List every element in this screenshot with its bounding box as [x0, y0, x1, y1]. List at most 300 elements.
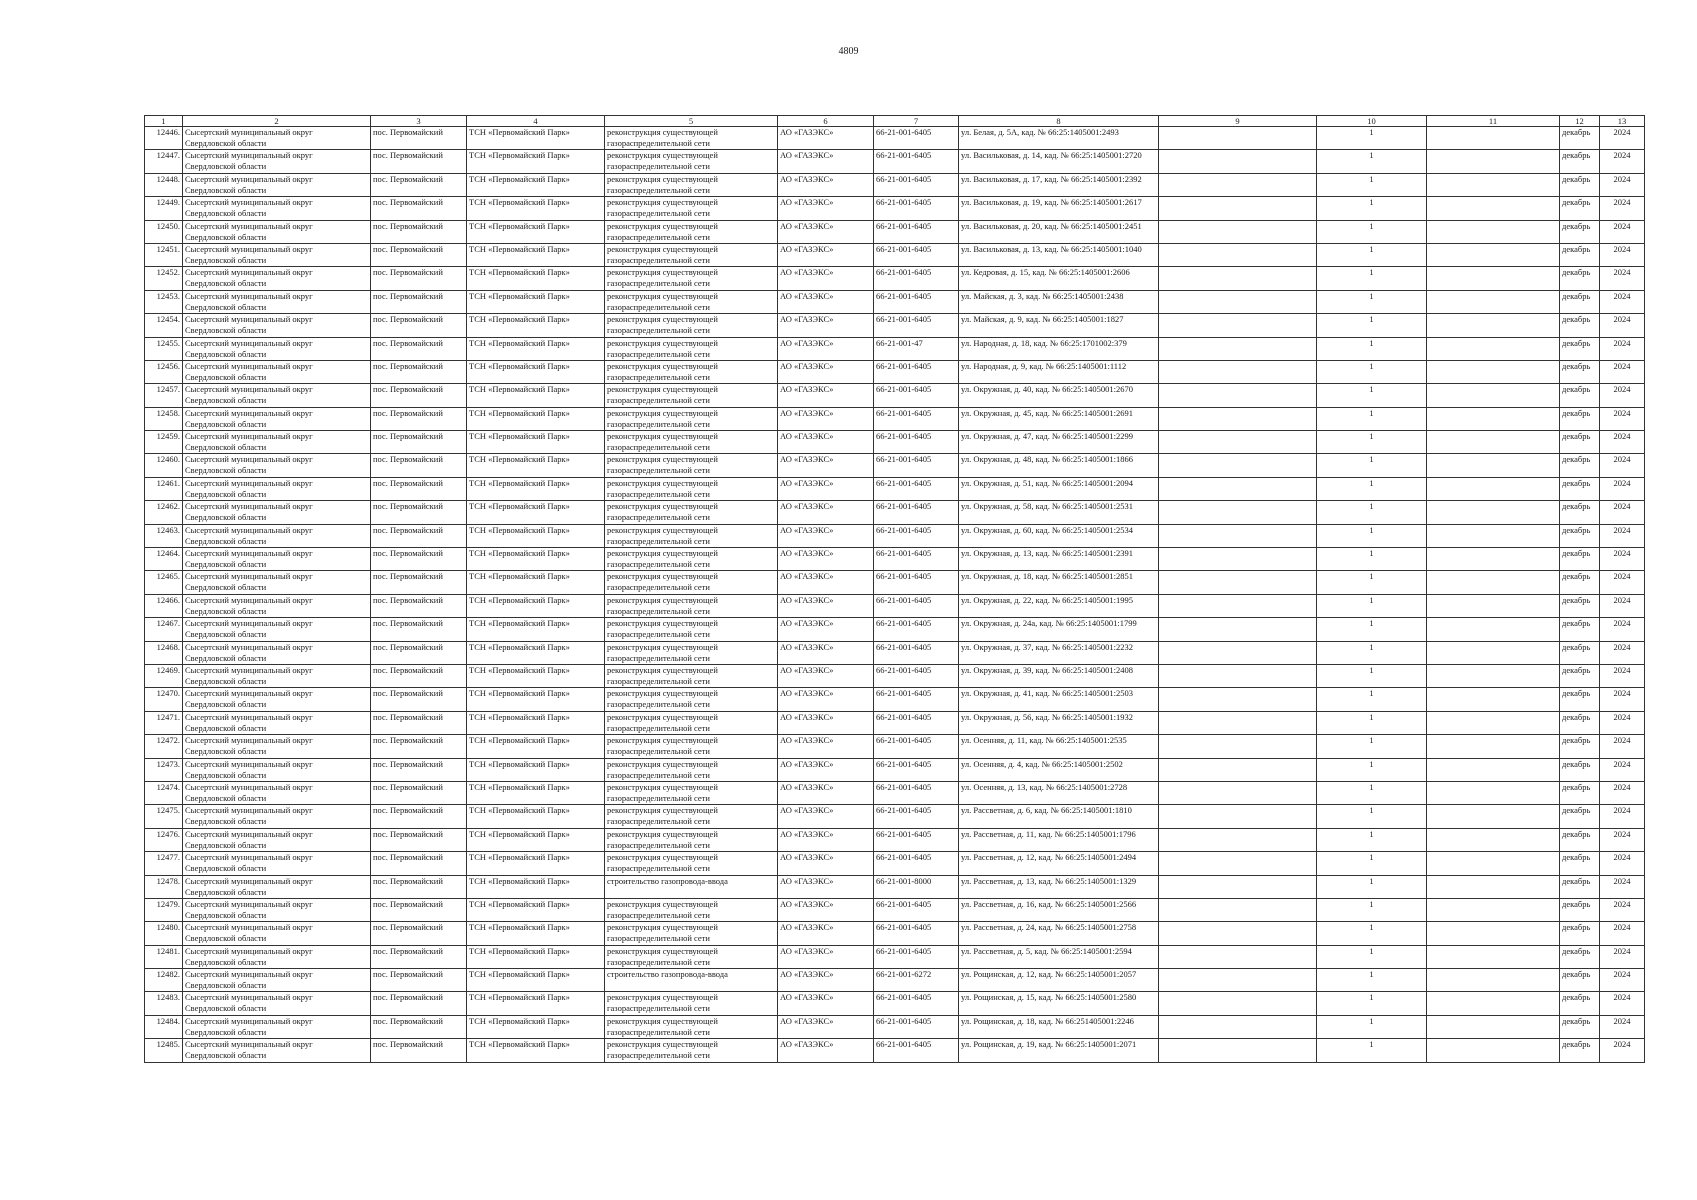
column-11-cell	[1427, 1039, 1560, 1062]
quantity-cell: 1	[1317, 641, 1427, 664]
quantity-cell: 1	[1317, 548, 1427, 571]
table-row	[145, 922, 1645, 945]
work-type-cell-line-1: реконструкция существующей	[607, 618, 718, 629]
municipality-cell-line-2: Свердловской области	[185, 535, 267, 546]
year-cell: 2024	[1600, 477, 1645, 500]
address-cell: ул. Майская, д. 9, кад. № 66:25:1405001:1827	[959, 314, 1159, 337]
table-row	[145, 548, 1645, 571]
operator-cell: АО «ГАЗЭКС»	[778, 290, 874, 313]
organization-cell: ТСН «Первомайский Парк»	[467, 173, 605, 196]
row-number: 12464.	[145, 548, 183, 571]
municipality-cell-line-2: Свердловской области	[185, 161, 267, 172]
work-type-cell-line-1: реконструкция существующей	[607, 150, 718, 161]
month-cell: декабрь	[1560, 314, 1600, 337]
work-type-cell	[605, 1039, 778, 1062]
row-number: 12459.	[145, 431, 183, 454]
year-cell: 2024	[1600, 267, 1645, 290]
column-11-cell	[1427, 314, 1560, 337]
network-number-cell: 66-21-001-6405	[874, 477, 959, 500]
header-row	[145, 116, 1645, 127]
organization-cell: ТСН «Первомайский Парк»	[467, 454, 605, 477]
table-row	[145, 969, 1645, 992]
month-cell: декабрь	[1560, 735, 1600, 758]
quantity-cell: 1	[1317, 688, 1427, 711]
row-number: 12456.	[145, 360, 183, 383]
settlement-cell: пос. Первомайский	[371, 1039, 467, 1062]
column-11-cell	[1427, 197, 1560, 220]
column-9-cell	[1159, 992, 1317, 1015]
settlement-cell: пос. Первомайский	[371, 548, 467, 571]
network-number-cell: 66-21-001-6405	[874, 314, 959, 337]
network-number-cell: 66-21-001-6405	[874, 173, 959, 196]
column-9-cell	[1159, 173, 1317, 196]
year-cell: 2024	[1600, 220, 1645, 243]
table-row	[145, 220, 1645, 243]
work-type-cell-line-2: газораспределительной сети	[607, 629, 710, 640]
municipality-cell	[183, 431, 371, 454]
column-11-cell	[1427, 922, 1560, 945]
settlement-cell: пос. Первомайский	[371, 992, 467, 1015]
work-type-cell	[605, 360, 778, 383]
column-11-cell	[1427, 454, 1560, 477]
network-number-cell: 66-21-001-6405	[874, 1039, 959, 1062]
work-type-cell-line-2: газораспределительной сети	[607, 138, 710, 148]
municipality-cell	[183, 454, 371, 477]
month-cell: декабрь	[1560, 150, 1600, 173]
network-number-cell: 66-21-001-6405	[874, 594, 959, 617]
column-11-cell	[1427, 781, 1560, 804]
work-type-cell	[605, 852, 778, 875]
network-number-cell: 66-21-001-6405	[874, 290, 959, 313]
month-cell: декабрь	[1560, 992, 1600, 1015]
operator-cell: АО «ГАЗЭКС»	[778, 220, 874, 243]
work-type-cell-line-1: реконструкция существующей	[607, 477, 718, 488]
month-cell: декабрь	[1560, 1015, 1600, 1038]
work-type-cell-line-2: газораспределительной сети	[607, 325, 710, 336]
row-number: 12478.	[145, 875, 183, 898]
work-type-cell-line-1: реконструкция существующей	[607, 735, 718, 746]
municipality-cell-line-1: Сысертский муниципальный округ	[185, 571, 313, 582]
work-type-cell-line-2: газораспределительной сети	[607, 1003, 710, 1014]
municipality-cell-line-1: Сысертский муниципальный округ	[185, 384, 313, 395]
column-header-8: 8	[959, 116, 1159, 127]
month-cell: декабрь	[1560, 688, 1600, 711]
table-header	[145, 116, 1645, 127]
row-number: 12480.	[145, 922, 183, 945]
municipality-cell-line-2: Свердловской области	[185, 348, 267, 359]
operator-cell: АО «ГАЗЭКС»	[778, 781, 874, 804]
municipality-cell-line-1: Сысертский муниципальный округ	[185, 407, 313, 418]
organization-cell: ТСН «Первомайский Парк»	[467, 781, 605, 804]
month-cell: декабрь	[1560, 243, 1600, 266]
column-9-cell	[1159, 1039, 1317, 1062]
municipality-cell	[183, 150, 371, 173]
column-9-cell	[1159, 197, 1317, 220]
work-type-cell-line-2: газораспределительной сети	[607, 488, 710, 499]
municipality-cell-line-1: Сысертский муниципальный округ	[185, 922, 313, 933]
work-type-cell-line-2: газораспределительной сети	[607, 1026, 710, 1037]
municipality-cell-line-2: Свердловской области	[185, 1003, 267, 1014]
network-number-cell: 66-21-001-6405	[874, 360, 959, 383]
address-cell: ул. Белая, д. 5А, кад. № 66:25:1405001:2493	[959, 127, 1159, 150]
municipality-cell-line-2: Свердловской области	[185, 442, 267, 453]
operator-cell: АО «ГАЗЭКС»	[778, 454, 874, 477]
quantity-cell: 1	[1317, 524, 1427, 547]
row-number: 12482.	[145, 969, 183, 992]
settlement-cell: пос. Первомайский	[371, 781, 467, 804]
operator-cell: АО «ГАЗЭКС»	[778, 969, 874, 992]
work-type-cell-line-2: газораспределительной сети	[607, 559, 710, 570]
column-11-cell	[1427, 477, 1560, 500]
column-9-cell	[1159, 571, 1317, 594]
address-cell: ул. Осенняя, д. 13, кад. № 66:25:1405001:2728	[959, 781, 1159, 804]
column-9-cell	[1159, 781, 1317, 804]
year-cell: 2024	[1600, 197, 1645, 220]
municipality-cell-line-1: Сысертский муниципальный округ	[185, 127, 313, 137]
municipality-cell-line-2: Свердловской области	[185, 652, 267, 663]
row-number: 12461.	[145, 477, 183, 500]
quantity-cell: 1	[1317, 314, 1427, 337]
month-cell: декабрь	[1560, 477, 1600, 500]
network-number-cell: 66-21-001-6405	[874, 548, 959, 571]
column-header-9: 9	[1159, 116, 1317, 127]
year-cell: 2024	[1600, 150, 1645, 173]
registry-table	[144, 115, 1645, 1063]
network-number-cell: 66-21-001-6405	[874, 267, 959, 290]
address-cell: ул. Окружная, д. 24а, кад. № 66:25:1405001:1799	[959, 618, 1159, 641]
municipality-cell	[183, 898, 371, 921]
table-row	[145, 664, 1645, 687]
operator-cell: АО «ГАЗЭКС»	[778, 477, 874, 500]
row-number: 12476.	[145, 828, 183, 851]
settlement-cell: пос. Первомайский	[371, 805, 467, 828]
settlement-cell: пос. Первомайский	[371, 501, 467, 524]
municipality-cell-line-2: Свердловской области	[185, 418, 267, 429]
municipality-cell-line-2: Свердловской области	[185, 582, 267, 593]
year-cell: 2024	[1600, 431, 1645, 454]
address-cell: ул. Народная, д. 9, кад. № 66:25:1405001:1112	[959, 360, 1159, 383]
column-9-cell	[1159, 220, 1317, 243]
year-cell: 2024	[1600, 922, 1645, 945]
column-9-cell	[1159, 407, 1317, 430]
work-type-cell	[605, 1015, 778, 1038]
column-9-cell	[1159, 805, 1317, 828]
network-number-cell: 66-21-001-6405	[874, 524, 959, 547]
settlement-cell: пос. Первомайский	[371, 735, 467, 758]
settlement-cell: пос. Первомайский	[371, 454, 467, 477]
address-cell: ул. Васильковая, д. 19, кад. № 66:25:1405001:2617	[959, 197, 1159, 220]
row-number: 12471.	[145, 711, 183, 734]
month-cell: декабрь	[1560, 828, 1600, 851]
work-type-cell-line-1: реконструкция существующей	[607, 360, 718, 371]
year-cell: 2024	[1600, 127, 1645, 150]
work-type-cell	[605, 243, 778, 266]
municipality-cell-line-1: Сысертский муниципальный округ	[185, 735, 313, 746]
address-cell: ул. Рассветная, д. 16, кад. № 66:25:1405001:2566	[959, 898, 1159, 921]
work-type-cell	[605, 501, 778, 524]
network-number-cell: 66-21-001-6405	[874, 735, 959, 758]
network-number-cell: 66-21-001-6405	[874, 454, 959, 477]
operator-cell: АО «ГАЗЭКС»	[778, 431, 874, 454]
organization-cell: ТСН «Первомайский Парк»	[467, 852, 605, 875]
work-type-cell-line-2: газораспределительной сети	[607, 512, 710, 523]
table-row	[145, 197, 1645, 220]
work-type-cell-line-2: газораспределительной сети	[607, 442, 710, 453]
year-cell: 2024	[1600, 664, 1645, 687]
operator-cell: АО «ГАЗЭКС»	[778, 571, 874, 594]
row-number: 12485.	[145, 1039, 183, 1062]
work-type-cell-line-1: реконструкция существующей	[607, 945, 718, 956]
table-row	[145, 477, 1645, 500]
row-number: 12473.	[145, 758, 183, 781]
column-9-cell	[1159, 431, 1317, 454]
table-row	[145, 150, 1645, 173]
municipality-cell	[183, 384, 371, 407]
settlement-cell: пос. Первомайский	[371, 945, 467, 968]
work-type-cell-line-1: реконструкция существующей	[607, 688, 718, 699]
settlement-cell: пос. Первомайский	[371, 267, 467, 290]
table-row	[145, 454, 1645, 477]
municipality-cell	[183, 337, 371, 360]
settlement-cell: пос. Первомайский	[371, 875, 467, 898]
table-row	[145, 992, 1645, 1015]
work-type-cell	[605, 548, 778, 571]
work-type-cell-line-2: газораспределительной сети	[607, 605, 710, 616]
settlement-cell: пос. Первомайский	[371, 337, 467, 360]
row-number: 12462.	[145, 501, 183, 524]
work-type-cell	[605, 664, 778, 687]
table-row	[145, 173, 1645, 196]
address-cell: ул. Окружная, д. 41, кад. № 66:25:1405001:2503	[959, 688, 1159, 711]
table-row	[145, 852, 1645, 875]
row-number: 12457.	[145, 384, 183, 407]
municipality-cell-line-2: Свердловской области	[185, 886, 267, 897]
month-cell: декабрь	[1560, 969, 1600, 992]
table-row	[145, 431, 1645, 454]
organization-cell: ТСН «Первомайский Парк»	[467, 688, 605, 711]
municipality-cell-line-1: Сысертский муниципальный округ	[185, 758, 313, 769]
work-type-cell	[605, 571, 778, 594]
organization-cell: ТСН «Первомайский Парк»	[467, 407, 605, 430]
month-cell: декабрь	[1560, 618, 1600, 641]
work-type-cell-line-1: реконструкция существующей	[607, 781, 718, 792]
municipality-cell	[183, 735, 371, 758]
row-number: 12484.	[145, 1015, 183, 1038]
column-9-cell	[1159, 922, 1317, 945]
work-type-cell	[605, 431, 778, 454]
settlement-cell: пос. Первомайский	[371, 407, 467, 430]
month-cell: декабрь	[1560, 267, 1600, 290]
column-header-12: 12	[1560, 116, 1600, 127]
work-type-cell-line-1: реконструкция существующей	[607, 337, 718, 348]
municipality-cell-line-1: Сысертский муниципальный округ	[185, 197, 313, 208]
address-cell: ул. Окружная, д. 37, кад. № 66:25:1405001:2232	[959, 641, 1159, 664]
organization-cell: ТСН «Первомайский Парк»	[467, 384, 605, 407]
table-row	[145, 898, 1645, 921]
municipality-cell	[183, 477, 371, 500]
operator-cell: АО «ГАЗЭКС»	[778, 127, 874, 150]
network-number-cell: 66-21-001-6405	[874, 431, 959, 454]
month-cell: декабрь	[1560, 197, 1600, 220]
column-11-cell	[1427, 594, 1560, 617]
quantity-cell: 1	[1317, 805, 1427, 828]
municipality-cell-line-1: Сысертский муниципальный округ	[185, 220, 313, 231]
municipality-cell	[183, 290, 371, 313]
table-row	[145, 781, 1645, 804]
quantity-cell: 1	[1317, 220, 1427, 243]
work-type-cell-line-1: реконструкция существующей	[607, 922, 718, 933]
year-cell: 2024	[1600, 641, 1645, 664]
year-cell: 2024	[1600, 969, 1645, 992]
municipality-cell-line-2: Свердловской области	[185, 863, 267, 874]
year-cell: 2024	[1600, 828, 1645, 851]
operator-cell: АО «ГАЗЭКС»	[778, 688, 874, 711]
table-row	[145, 875, 1645, 898]
municipality-cell-line-1: Сысертский муниципальный округ	[185, 828, 313, 839]
month-cell: декабрь	[1560, 1039, 1600, 1062]
year-cell: 2024	[1600, 618, 1645, 641]
organization-cell: ТСН «Первомайский Парк»	[467, 664, 605, 687]
work-type-cell	[605, 314, 778, 337]
table-body	[145, 127, 1645, 1063]
organization-cell: ТСН «Первомайский Парк»	[467, 360, 605, 383]
municipality-cell	[183, 127, 371, 150]
quantity-cell: 1	[1317, 431, 1427, 454]
work-type-cell-line-1: строительство газопровода-ввода	[607, 969, 728, 980]
settlement-cell: пос. Первомайский	[371, 922, 467, 945]
network-number-cell: 66-21-001-47	[874, 337, 959, 360]
municipality-cell-line-1: Сысертский муниципальный округ	[185, 641, 313, 652]
work-type-cell-line-1: реконструкция существующей	[607, 571, 718, 582]
column-9-cell	[1159, 828, 1317, 851]
row-number: 12483.	[145, 992, 183, 1015]
settlement-cell: пос. Первомайский	[371, 571, 467, 594]
quantity-cell: 1	[1317, 664, 1427, 687]
operator-cell: АО «ГАЗЭКС»	[778, 548, 874, 571]
year-cell: 2024	[1600, 290, 1645, 313]
row-number: 12479.	[145, 898, 183, 921]
network-number-cell: 66-21-001-6405	[874, 641, 959, 664]
table-row	[145, 688, 1645, 711]
municipality-cell-line-2: Свердловской области	[185, 488, 267, 499]
work-type-cell-line-1: реконструкция существующей	[607, 664, 718, 675]
work-type-cell-line-2: газораспределительной сети	[607, 301, 710, 312]
row-number: 12452.	[145, 267, 183, 290]
work-type-cell	[605, 875, 778, 898]
work-type-cell	[605, 945, 778, 968]
organization-cell: ТСН «Первомайский Парк»	[467, 735, 605, 758]
column-header-1: 1	[145, 116, 183, 127]
work-type-cell-line-1: реконструкция существующей	[607, 852, 718, 863]
work-type-cell-line-1: реконструкция существующей	[607, 641, 718, 652]
work-type-cell-line-1: реконструкция существующей	[607, 431, 718, 442]
address-cell: ул. Окружная, д. 58, кад. № 66:25:1405001:2531	[959, 501, 1159, 524]
work-type-cell	[605, 618, 778, 641]
organization-cell: ТСН «Первомайский Парк»	[467, 501, 605, 524]
month-cell: декабрь	[1560, 711, 1600, 734]
settlement-cell: пос. Первомайский	[371, 173, 467, 196]
month-cell: декабрь	[1560, 548, 1600, 571]
work-type-cell-line-1: реконструкция существующей	[607, 898, 718, 909]
organization-cell: ТСН «Первомайский Парк»	[467, 477, 605, 500]
municipality-cell	[183, 805, 371, 828]
column-11-cell	[1427, 548, 1560, 571]
row-number: 12455.	[145, 337, 183, 360]
row-number: 12472.	[145, 735, 183, 758]
settlement-cell: пос. Первомайский	[371, 969, 467, 992]
column-9-cell	[1159, 688, 1317, 711]
network-number-cell: 66-21-001-6405	[874, 898, 959, 921]
row-number: 12463.	[145, 524, 183, 547]
column-11-cell	[1427, 243, 1560, 266]
quantity-cell: 1	[1317, 173, 1427, 196]
operator-cell: АО «ГАЗЭКС»	[778, 524, 874, 547]
quantity-cell: 1	[1317, 127, 1427, 150]
municipality-cell-line-1: Сысертский муниципальный округ	[185, 150, 313, 161]
quantity-cell: 1	[1317, 501, 1427, 524]
work-type-cell-line-1: реконструкция существующей	[607, 173, 718, 184]
operator-cell: АО «ГАЗЭКС»	[778, 314, 874, 337]
address-cell: ул. Народная, д. 18, кад. № 66:25:1701002:379	[959, 337, 1159, 360]
column-9-cell	[1159, 898, 1317, 921]
work-type-cell-line-1: реконструкция существующей	[607, 524, 718, 535]
column-11-cell	[1427, 805, 1560, 828]
municipality-cell-line-2: Свердловской области	[185, 722, 267, 733]
table-row	[145, 594, 1645, 617]
column-9-cell	[1159, 267, 1317, 290]
month-cell: декабрь	[1560, 501, 1600, 524]
column-9-cell	[1159, 337, 1317, 360]
work-type-cell	[605, 828, 778, 851]
row-number: 12450.	[145, 220, 183, 243]
column-header-3: 3	[371, 116, 467, 127]
column-header-4: 4	[467, 116, 605, 127]
municipality-cell-line-2: Свердловской области	[185, 231, 267, 242]
column-11-cell	[1427, 945, 1560, 968]
network-number-cell: 66-21-001-6405	[874, 828, 959, 851]
settlement-cell: пос. Первомайский	[371, 664, 467, 687]
work-type-cell-line-2: газораспределительной сети	[607, 675, 710, 686]
municipality-cell	[183, 571, 371, 594]
row-number: 12469.	[145, 664, 183, 687]
year-cell: 2024	[1600, 243, 1645, 266]
address-cell: ул. Окружная, д. 13, кад. № 66:25:1405001:2391	[959, 548, 1159, 571]
quantity-cell: 1	[1317, 267, 1427, 290]
column-11-cell	[1427, 898, 1560, 921]
column-11-cell	[1427, 290, 1560, 313]
organization-cell: ТСН «Первомайский Парк»	[467, 805, 605, 828]
municipality-cell-line-1: Сысертский муниципальный округ	[185, 173, 313, 184]
column-11-cell	[1427, 641, 1560, 664]
work-type-cell-line-2: газораспределительной сети	[607, 769, 710, 780]
work-type-cell	[605, 267, 778, 290]
table-row	[145, 501, 1645, 524]
municipality-cell-line-1: Сысертский муниципальный округ	[185, 711, 313, 722]
address-cell: ул. Окружная, д. 51, кад. № 66:25:1405001:2094	[959, 477, 1159, 500]
address-cell: ул. Осенняя, д. 11, кад. № 66:25:1405001:2535	[959, 735, 1159, 758]
column-9-cell	[1159, 501, 1317, 524]
address-cell: ул. Кедровая, д. 15, кад. № 66:25:1405001:2606	[959, 267, 1159, 290]
row-number: 12453.	[145, 290, 183, 313]
work-type-cell	[605, 477, 778, 500]
column-header-7: 7	[874, 116, 959, 127]
address-cell: ул. Окружная, д. 22, кад. № 66:25:1405001:1995	[959, 594, 1159, 617]
organization-cell: ТСН «Первомайский Парк»	[467, 758, 605, 781]
month-cell: декабрь	[1560, 173, 1600, 196]
municipality-cell-line-2: Свердловской области	[185, 278, 267, 289]
settlement-cell: пос. Первомайский	[371, 220, 467, 243]
network-number-cell: 66-21-001-6405	[874, 945, 959, 968]
